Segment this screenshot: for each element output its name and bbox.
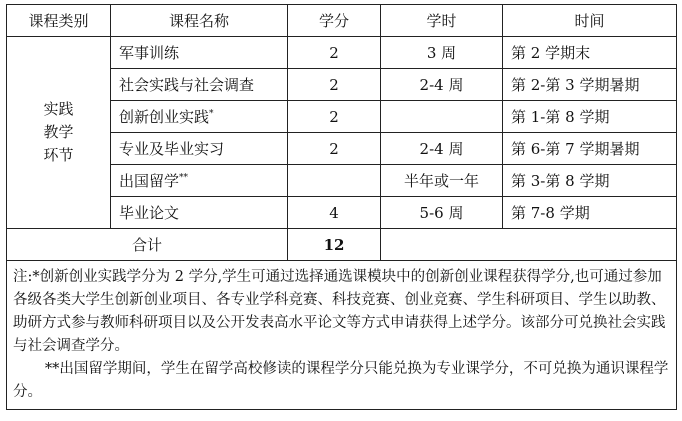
total-row	[7, 229, 677, 261]
course-name: 社会实践与社会调查	[111, 69, 288, 101]
hours-cell: 2-4 周	[381, 69, 503, 101]
time-cell: 第 3-第 8 学期	[503, 165, 677, 197]
credit-cell: 2	[288, 133, 381, 165]
notes-cell	[7, 261, 677, 410]
hours-cell: 半年或一年	[381, 165, 503, 197]
header-hours: 学时	[381, 5, 503, 37]
table-row	[7, 37, 677, 69]
total-label: 合计	[7, 229, 288, 261]
time-cell: 第 2 学期末	[503, 37, 677, 69]
total-value: 12	[288, 229, 381, 261]
header-credit: 学分	[288, 5, 381, 37]
note-paragraph: 注:*创新创业实践学分为 2 学分,学生可通过选择通选课模块中的创新创业课程获得学分,也可通过参加各级各类大学生创新创业项目、各专业学科竞赛、科技竞赛、创业竞赛、学生科研项目、学生以助教、助研方式参与教师科研项目以及公开发表高水平论文等方式申请获得上述学分。该部分可兑换社会实践与社会调查学分。	[13, 269, 666, 354]
note-paragraph: **出国留学期间，学生在留学高校修读的课程学分只能兑换为专业课学分，不可兑换为通识课程学分。	[13, 361, 669, 400]
course-name: 军事训练	[111, 37, 288, 69]
header-course-name: 课程名称	[111, 5, 288, 37]
header-category: 课程类别	[7, 5, 111, 37]
category-cell	[7, 37, 111, 229]
credit-cell: 2	[288, 101, 381, 133]
header-time: 时间	[503, 5, 677, 37]
credit-cell	[288, 165, 381, 197]
hours-cell: 3 周	[381, 37, 503, 69]
category-line: 实践	[43, 100, 74, 118]
curriculum-table-container	[6, 4, 677, 410]
hours-cell: 2-4 周	[381, 133, 503, 165]
credit-cell: 2	[288, 69, 381, 101]
hours-cell	[381, 101, 503, 133]
curriculum-table	[6, 4, 677, 410]
course-name: 专业及毕业实习	[111, 133, 288, 165]
header-row	[7, 5, 677, 37]
total-empty-cell	[381, 229, 677, 261]
course-name: 出国留学**	[111, 165, 288, 197]
credit-cell: 4	[288, 197, 381, 229]
time-cell: 第 2-第 3 学期暑期	[503, 69, 677, 101]
category-line: 环节	[43, 146, 74, 164]
time-cell: 第 1-第 8 学期	[503, 101, 677, 133]
credit-cell: 2	[288, 37, 381, 69]
time-cell: 第 7-8 学期	[503, 197, 677, 229]
hours-cell: 5-6 周	[381, 197, 503, 229]
time-cell: 第 6-第 7 学期暑期	[503, 133, 677, 165]
course-name: 创新创业实践*	[111, 101, 288, 133]
notes-row	[7, 261, 677, 410]
category-line: 教学	[43, 123, 74, 141]
course-name: 毕业论文	[111, 197, 288, 229]
